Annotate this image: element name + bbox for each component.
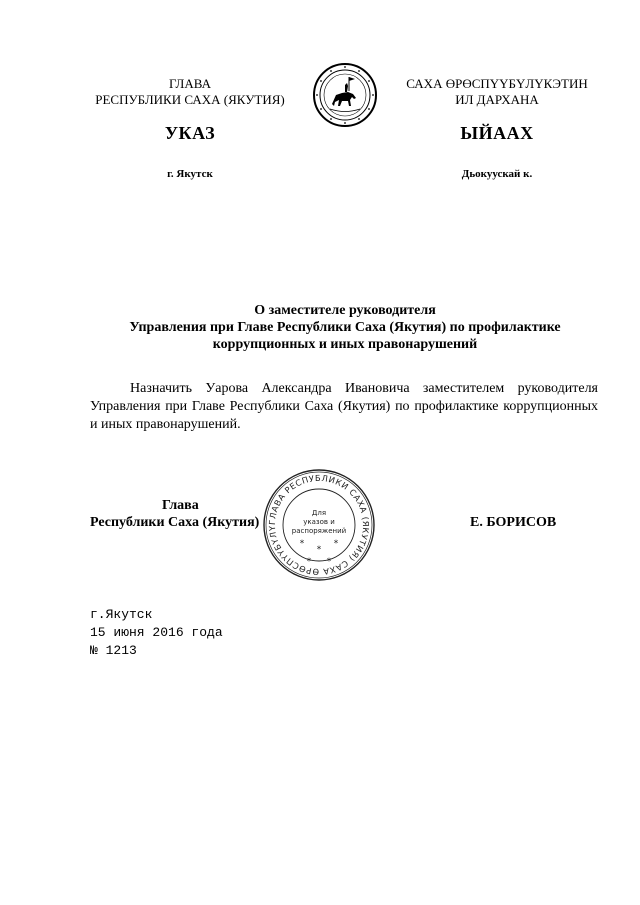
subject-line1: О заместителе руководителя — [254, 303, 436, 318]
issuer-ru-line1: ГЛАВА — [169, 76, 211, 91]
signatory-name: Е. БОРИСОВ — [470, 515, 557, 530]
svg-text:*: * — [333, 539, 339, 549]
decree-footer — [90, 606, 340, 660]
footer-date: 15 июня 2016 года — [90, 625, 223, 640]
issuer-ru — [70, 76, 310, 108]
stamp-center-line2: указов и — [303, 518, 335, 526]
city-sakha: Дьокуускай к. — [461, 168, 533, 180]
signatory-title-line1: Глава — [162, 498, 199, 513]
stamp-center-line3: распоряжений — [291, 527, 347, 535]
subject-line3: коррупционных и иных правонарушений — [212, 337, 478, 352]
signatory-title-line2: Республики Саха (Якутия) — [90, 515, 260, 530]
decree-subject — [90, 302, 600, 353]
stamp-center-line1: Для — [311, 509, 327, 517]
decree-body: Назначить Уарова Александра Ивановича заместителем руководителя Управления при Главе Республики Саха (Якутия) по профилактике коррупционных и иных правонарушений. — [90, 381, 598, 432]
issuer-sakha — [382, 76, 612, 108]
signatory-title — [90, 497, 290, 531]
svg-text:*: * — [306, 557, 312, 567]
issuer-sakha-line2: ИЛ ДАРХАНА — [455, 92, 539, 107]
subject-line2: Управления при Главе Республики Саха (Якутия) по профилактике — [129, 320, 561, 335]
city-ru: г. Якутск — [167, 168, 213, 180]
doc-type-ru: УКАЗ — [164, 123, 216, 143]
issuer-ru-line2: РЕСПУБЛИКИ САХА (ЯКУТИЯ) — [95, 92, 285, 107]
svg-text:*: * — [299, 539, 305, 549]
svg-text:*: * — [326, 557, 332, 567]
footer-place: г.Якутск — [90, 607, 153, 622]
coat-of-arms-emblem — [312, 62, 378, 128]
svg-text:*: * — [316, 545, 322, 555]
doc-type-sakha: ЫЙААХ — [460, 123, 534, 143]
issuer-sakha-line1: САХА ӨРӨСПҮҮБҮЛҮКЭТИН — [406, 76, 588, 91]
official-stamp — [262, 468, 376, 582]
footer-number: № 1213 — [90, 643, 137, 658]
stamp-ring-text: ГЛАВА РЕСПУБЛИКИ САХА (ЯКУТИЯ) САХА ӨРӨСПҮҮБҮЛҮ — [266, 472, 372, 578]
